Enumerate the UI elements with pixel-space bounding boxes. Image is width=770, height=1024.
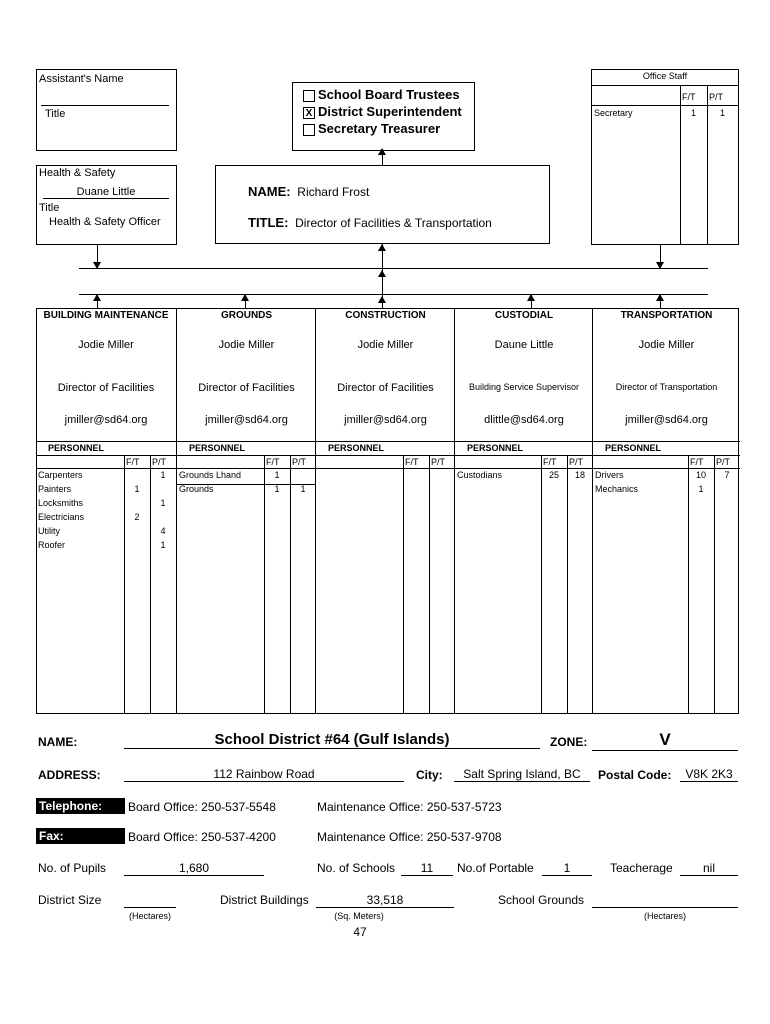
department-person: Jodie Miller — [357, 339, 414, 351]
personnel-pt: 7 — [724, 470, 730, 480]
personnel-ft: 1 — [274, 484, 280, 494]
page-number: 47 — [353, 925, 367, 939]
district-name-label: NAME: — [38, 735, 78, 749]
personnel-label: PERSONNEL — [48, 443, 105, 453]
director-box — [215, 165, 550, 244]
fax-maintenance: Maintenance Office: 250-537-9708 — [317, 830, 502, 844]
personnel-role: Roofer — [38, 540, 66, 550]
telephone-board: Board Office: 250-537-5548 — [128, 800, 276, 814]
role-superintendent[interactable]: X District Superintendent — [303, 104, 462, 119]
personnel-label: PERSONNEL — [328, 443, 385, 453]
personnel-role: Painters — [38, 484, 72, 494]
director-name-row — [248, 184, 369, 199]
personnel-pt: 18 — [574, 470, 585, 480]
health-heading: Health & Safety — [39, 167, 116, 179]
personnel-pt: 1 — [300, 484, 306, 494]
department-title: Director of Facilities — [337, 382, 434, 394]
teacherage-value: nil — [680, 861, 738, 876]
personnel-pt: 1 — [160, 540, 166, 550]
department-column — [36, 308, 176, 714]
personnel-ft: 25 — [548, 470, 559, 480]
schools-label: No. of Schools — [317, 861, 396, 875]
personnel-label: PERSONNEL — [467, 443, 524, 453]
district-buildings-unit: (Sq. Meters) — [334, 911, 384, 921]
personnel-ft: 2 — [134, 512, 140, 522]
zone-label: ZONE: — [550, 735, 588, 749]
telephone-maintenance: Maintenance Office: 250-537-5723 — [317, 800, 502, 814]
schools-value: 11 — [401, 861, 453, 876]
health-title-label: Title — [39, 202, 60, 214]
portable-label: No.of Portable — [457, 861, 534, 875]
assistant-box — [36, 69, 177, 151]
department-name: CUSTODIAL — [494, 310, 554, 321]
personnel-label: PERSONNEL — [189, 443, 246, 453]
department-email[interactable]: jmiller@sd64.org — [205, 414, 288, 426]
personnel-role: Locksmiths — [38, 498, 84, 508]
department-title: Director of Facilities — [198, 382, 295, 394]
pt-header: P/T — [569, 457, 584, 467]
department-name: GROUNDS — [220, 310, 273, 321]
personnel-role: Grounds — [179, 484, 214, 494]
department-email[interactable]: jmiller@sd64.org — [64, 414, 148, 426]
health-safety-box — [36, 165, 177, 245]
personnel-ft: 1 — [134, 484, 140, 494]
personnel-label: PERSONNEL — [605, 443, 662, 453]
fax-board: Board Office: 250-537-4200 — [128, 830, 276, 844]
school-grounds-label: School Grounds — [498, 893, 585, 907]
department-email[interactable]: jmiller@sd64.org — [344, 414, 427, 426]
department-person: Jodie Miller — [78, 339, 134, 351]
personnel-ft: 10 — [695, 470, 706, 480]
personnel-role: Custodians — [457, 470, 503, 480]
office-staff-box — [591, 69, 739, 245]
pt-header: P/T — [716, 457, 731, 467]
teacherage-label: Teacherage — [610, 861, 673, 875]
pupils-value: 1,680 — [124, 861, 264, 876]
health-title-value: Health & Safety Officer — [49, 216, 161, 228]
assistant-name-label: Assistant's Name — [39, 73, 124, 85]
personnel-ft: 1 — [698, 484, 704, 494]
fax-label: Fax: — [36, 828, 125, 844]
district-name-value: School District #64 (Gulf Islands) — [124, 731, 540, 749]
district-buildings-value: 33,518 — [316, 893, 454, 908]
school-grounds-unit: (Hectares) — [643, 911, 686, 921]
director-title-row — [248, 215, 492, 230]
department-title: Director of Transportation — [615, 382, 718, 392]
pt-header: P/T — [431, 457, 446, 467]
department-person: Daune Little — [494, 339, 554, 351]
department-title: Director of Facilities — [57, 382, 155, 394]
department-column — [176, 308, 315, 714]
assistant-title-label: Title — [45, 108, 66, 120]
telephone-label: Telephone: — [36, 798, 125, 814]
zone-value: V — [592, 730, 738, 751]
role-secretary-treasurer[interactable]: Secretary Treasurer — [303, 121, 440, 136]
ft-header: F/T — [690, 457, 704, 467]
department-email[interactable]: dlittle@sd64.org — [484, 414, 564, 426]
office-staff-pt-header: P/T — [709, 92, 724, 102]
role-trustees[interactable]: School Board Trustees — [303, 87, 460, 102]
department-person: Jodie Miller — [638, 339, 695, 351]
ft-header: F/T — [266, 457, 280, 467]
district-size-value — [124, 893, 176, 908]
office-staff-heading: Office Staff — [642, 71, 688, 81]
department-name: BUILDING MAINTENANCE — [43, 310, 169, 321]
department-column — [592, 308, 739, 714]
pt-header: P/T — [152, 457, 167, 467]
department-title: Building Service Supervisor — [468, 382, 580, 392]
office-staff-ft-header: F/T — [682, 92, 696, 102]
checkbox-secretary-treasurer[interactable] — [303, 124, 315, 136]
portable-value: 1 — [542, 861, 592, 876]
pt-header: P/T — [292, 457, 307, 467]
personnel-ft: 1 — [274, 470, 280, 480]
role-check-box — [292, 82, 475, 151]
district-size-unit: (Hectares) — [128, 911, 171, 921]
department-name: TRANSPORTATION — [620, 310, 713, 321]
department-column — [315, 308, 454, 714]
director-name-value: Richard Frost — [297, 185, 370, 199]
department-column — [454, 308, 592, 714]
checkbox-superintendent[interactable]: X — [303, 107, 315, 119]
department-email[interactable]: jmiller@sd64.org — [625, 414, 708, 426]
address-label: ADDRESS: — [38, 768, 101, 782]
ft-header: F/T — [126, 457, 140, 467]
director-name-label: NAME: — [248, 184, 291, 199]
personnel-role: Utility — [38, 526, 60, 536]
personnel-pt: 1 — [160, 470, 166, 480]
connector-upper — [79, 268, 708, 269]
personnel-role: Electricians — [38, 512, 85, 522]
district-size-label: District Size — [38, 893, 102, 907]
city-value: Salt Spring Island, BC — [454, 767, 590, 782]
personnel-role: Grounds Lhand — [179, 470, 242, 480]
department-name: CONSTRUCTION — [345, 310, 426, 321]
postal-label: Postal Code: — [598, 768, 672, 782]
office-staff-pt: 1 — [719, 108, 725, 118]
checkbox-trustees[interactable] — [303, 90, 315, 102]
connector-lower — [79, 294, 708, 295]
postal-value: V8K 2K3 — [680, 767, 738, 782]
ft-header: F/T — [405, 457, 419, 467]
health-person-name: Duane Little — [43, 186, 169, 199]
district-buildings-label: District Buildings — [220, 893, 309, 907]
pupils-label: No. of Pupils — [38, 861, 107, 875]
personnel-pt: 1 — [160, 498, 166, 508]
ft-header: F/T — [543, 457, 557, 467]
personnel-role: Mechanics — [595, 484, 639, 494]
personnel-role: Drivers — [595, 470, 624, 480]
school-grounds-value — [592, 893, 738, 908]
personnel-pt: 4 — [160, 526, 166, 536]
personnel-role: Carpenters — [38, 470, 83, 480]
office-staff-role: Secretary — [594, 108, 633, 118]
department-person: Jodie Miller — [218, 339, 275, 351]
city-label: City: — [416, 768, 443, 782]
director-title-value: Director of Facilities & Transportation — [295, 216, 492, 230]
director-title-label: TITLE: — [248, 215, 289, 230]
address-value: 112 Rainbow Road — [124, 767, 404, 782]
office-staff-ft: 1 — [690, 108, 696, 118]
